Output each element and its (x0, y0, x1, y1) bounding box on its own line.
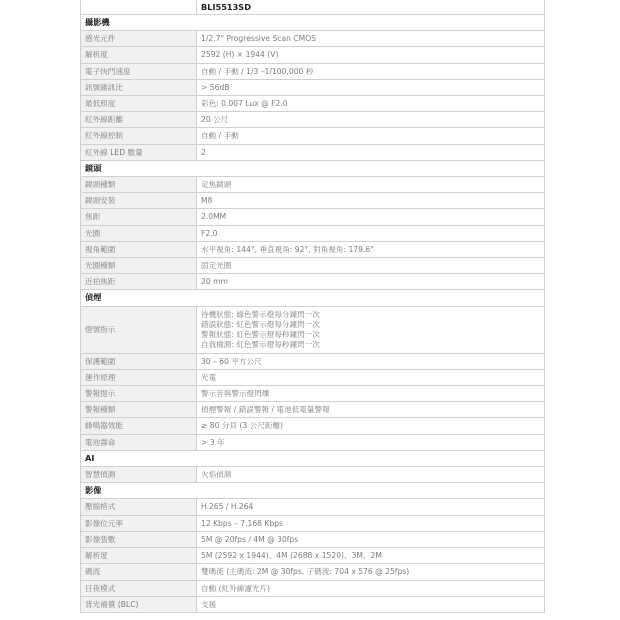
model-name: BLI5513SD (197, 0, 545, 15)
spec-label: 近拍焦距 (81, 274, 197, 290)
spec-value: > 56dB (197, 79, 545, 95)
table-row (81, 515, 545, 531)
spec-label: 光圈 (81, 225, 197, 241)
table-row (81, 47, 545, 63)
spec-value: 火焰偵測 (197, 467, 545, 483)
table-row (81, 306, 545, 353)
section-row (81, 290, 545, 306)
table-row (81, 225, 545, 241)
section-title: AI (81, 450, 545, 466)
section-row (81, 450, 545, 466)
spec-value: 5M (2592 x 1944)、4M (2688 x 1520)、3M、2M (197, 548, 545, 564)
table-row (81, 548, 545, 564)
table-row (81, 596, 545, 612)
spec-value: 水平視角: 144°, 垂直視角: 92°, 對角視角: 179.6° (197, 241, 545, 257)
spec-label: 電子快門速度 (81, 63, 197, 79)
table-row (81, 79, 545, 95)
spec-value: H.265 / H.264 (197, 499, 545, 515)
table-row (81, 434, 545, 450)
spec-label: 背光補償 (BLC) (81, 596, 197, 612)
spec-value: 警示音與警示燈閃爍 (197, 386, 545, 402)
spec-value-line: 自我檢測: 紅色警示燈每秒鐘閃一次 (201, 339, 320, 349)
spec-value-line: 錯誤狀態: 紅色警示燈每分鐘閃一次 (201, 319, 320, 329)
spec-label: 警報種類 (81, 402, 197, 418)
spec-label: 影像位元率 (81, 515, 197, 531)
spec-value: 12 Kbps – 7,168 Kbps (197, 515, 545, 531)
table-row (81, 258, 545, 274)
spec-value: 2592 (H) × 1944 (V) (197, 47, 545, 63)
section-row (81, 160, 545, 176)
spec-label: 焦距 (81, 209, 197, 225)
table-row (81, 112, 545, 128)
spec-label: 最低照度 (81, 96, 197, 112)
spec-label: 蜂鳴器效能 (81, 418, 197, 434)
spec-label: 保護範圍 (81, 353, 197, 369)
spec-table-body (81, 0, 545, 612)
spec-value: 彩色: 0.007 Lux @ F2.0 (197, 96, 545, 112)
section-title: 攝影機 (81, 15, 545, 31)
spec-label: 電池壽命 (81, 434, 197, 450)
spec-value: ≥ 80 分貝 (3 公尺距離) (197, 418, 545, 434)
spec-label: 解析度 (81, 548, 197, 564)
spec-value: 偵煙警報 / 錯誤警報 / 電池低電量警報 (197, 402, 545, 418)
spec-label: 壓縮格式 (81, 499, 197, 515)
section-title: 偵煙 (81, 290, 545, 306)
table-row (81, 531, 545, 547)
spec-value: 2 (197, 144, 545, 160)
spec-label: 燈號指示 (81, 306, 197, 353)
table-row (81, 499, 545, 515)
spec-value: > 3 年 (197, 434, 545, 450)
spec-value: 支援 (197, 596, 545, 612)
table-row (81, 177, 545, 193)
table-row (81, 353, 545, 369)
table-row (81, 386, 545, 402)
table-row (81, 274, 545, 290)
spec-value: 自動 / 手動 / 1/3 –1/100,000 秒 (197, 63, 545, 79)
table-row (81, 209, 545, 225)
table-header-row (81, 0, 545, 15)
spec-value: 1/2.7" Progressive Scan CMOS (197, 31, 545, 47)
spec-value: 2.0MM (197, 209, 545, 225)
table-row (81, 564, 545, 580)
spec-label: 感光元件 (81, 31, 197, 47)
table-row (81, 241, 545, 257)
spec-value-line: 待機狀態: 綠色警示燈每分鐘閃一次 (201, 309, 320, 319)
table-row (81, 580, 545, 596)
spec-value: M8 (197, 193, 545, 209)
table-row (81, 31, 545, 47)
spec-value: 自動 (紅外線濾光片) (197, 580, 545, 596)
header-label-cell (81, 0, 197, 15)
spec-label: 解析度 (81, 47, 197, 63)
spec-label: 光圈種類 (81, 258, 197, 274)
spec-label: 紅外線 LED 數量 (81, 144, 197, 160)
spec-value: 20 公尺 (197, 112, 545, 128)
spec-label: 碼流 (81, 564, 197, 580)
table-row (81, 418, 545, 434)
spec-value: 20 mm (197, 274, 545, 290)
table-row (81, 63, 545, 79)
table-row (81, 128, 545, 144)
spec-value: 5M @ 20fps / 4M @ 30fps (197, 531, 545, 547)
spec-table (80, 0, 545, 613)
spec-value: 雙碼流 (主碼流: 2M @ 30fps, 子碼流: 704 x 576 @ 25fps) (197, 564, 545, 580)
section-title: 鏡頭 (81, 160, 545, 176)
spec-label: 影像張數 (81, 531, 197, 547)
spec-label: 訊號雜訊比 (81, 79, 197, 95)
table-row (81, 369, 545, 385)
spec-label: 紅外線距離 (81, 112, 197, 128)
spec-value: 固定光圈 (197, 258, 545, 274)
spec-value: 光電 (197, 369, 545, 385)
section-title: 影像 (81, 483, 545, 499)
spec-label: 鏡頭安裝 (81, 193, 197, 209)
spec-label: 日夜模式 (81, 580, 197, 596)
spec-label: 紅外線控制 (81, 128, 197, 144)
section-row (81, 15, 545, 31)
spec-value: 自動 / 手動 (197, 128, 545, 144)
table-row (81, 467, 545, 483)
spec-value: F2.0 (197, 225, 545, 241)
spec-label: 視角範圍 (81, 241, 197, 257)
table-row (81, 193, 545, 209)
spec-value: 30 – 60 平方公尺 (197, 353, 545, 369)
table-row (81, 402, 545, 418)
spec-label: 智慧偵測 (81, 467, 197, 483)
spec-value (197, 306, 545, 353)
table-row (81, 96, 545, 112)
spec-label: 鏡頭種類 (81, 177, 197, 193)
spec-label: 運作原理 (81, 369, 197, 385)
section-row (81, 483, 545, 499)
table-row (81, 144, 545, 160)
spec-value: 定焦鏡頭 (197, 177, 545, 193)
spec-label: 警報提示 (81, 386, 197, 402)
spec-value-line: 警報狀態: 紅色警示燈每秒鐘閃一次 (201, 329, 320, 339)
